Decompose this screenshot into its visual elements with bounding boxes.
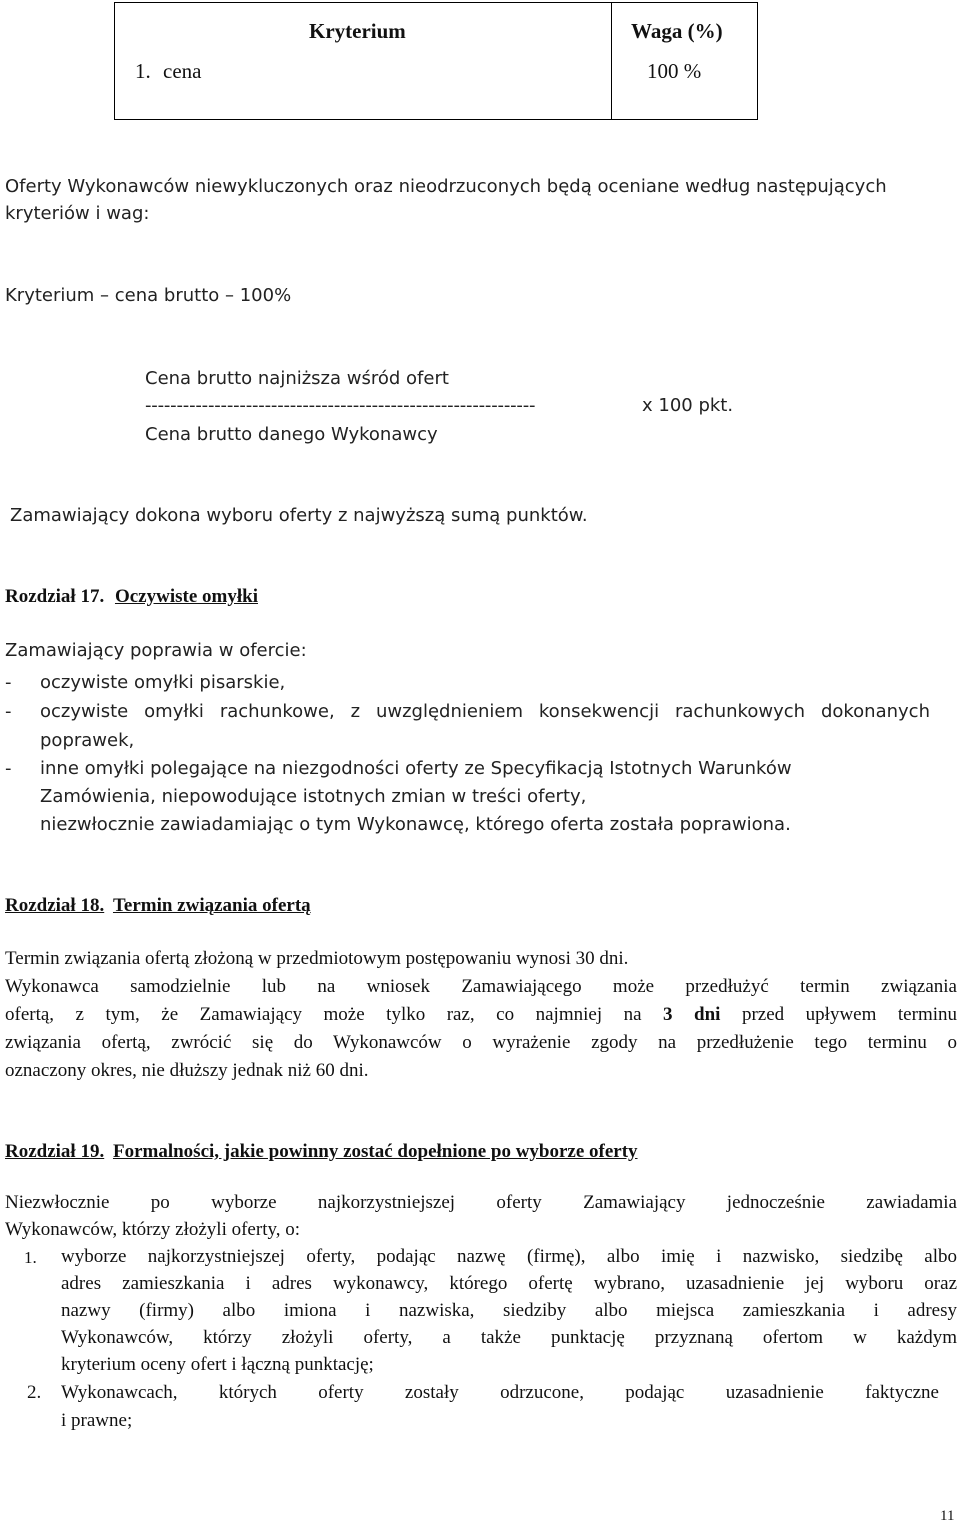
chapter-17-closing: niezwłocznie zawiadamiając o tym Wykonawcę, którego oferta została poprawiona. — [40, 814, 791, 835]
list-item: oczywiste omyłki rachunkowe, z uwzględnieniem konsekwencji rachunkowych dokonanych — [40, 701, 930, 722]
chapter-19-heading — [5, 1141, 638, 1163]
chapter-18-deadline-days: 3 dni — [663, 1004, 721, 1025]
chapter-18-line-3a: ofertą, z tym, że Zamawiający może tylko raz, co najmniej na — [5, 1004, 642, 1025]
chapter-19-intro-line-2: Wykonawców, którzy złożyli oferty, o: — [5, 1219, 301, 1240]
chapter-18-label: Rozdział 18. — [5, 895, 105, 916]
list-item: Wykonawcach, których oferty zostały odrzucone, podając uzasadnienie faktyczne — [61, 1382, 939, 1403]
list-item-marker: 2. — [27, 1382, 42, 1403]
table-row-index: 1. — [135, 59, 151, 83]
list-item-continuation: adres zamieszkania i adres wykonawcy, którego ofertę wybrano, uzasadnienie jej wyboru oraz — [61, 1273, 957, 1294]
list-item-continuation: i prawne; — [61, 1410, 133, 1431]
criteria-table — [114, 2, 758, 120]
formula-fraction-line: -------------------------------------------------------------- — [145, 395, 536, 416]
chapter-17-label: Rozdział 17. — [5, 586, 105, 607]
page-number: 11 — [940, 1508, 955, 1524]
chapter-18-line-2: Wykonawca samodzielnie lub na wniosek Zamawiającego może przedłużyć termin związania — [5, 976, 957, 997]
selection-note: Zamawiający dokona wyboru oferty z najwyższą sumą punktów. — [10, 505, 588, 526]
formula-multiplier: x 100 pkt. — [642, 395, 734, 416]
table-column-divider — [611, 3, 612, 119]
table-header-weight: Waga (%) — [631, 19, 723, 43]
criterion-line: Kryterium – cena brutto – 100% — [5, 285, 292, 306]
list-item-continuation: Zamówienia, niepowodujące istotnych zmian w treści oferty, — [40, 786, 587, 807]
chapter-19-intro-line-1: Niezwłocznie po wyborze najkorzystniejszej oferty Zamawiający jednocześnie zawiadamia — [5, 1192, 957, 1213]
chapter-19-label: Rozdział 19. — [5, 1141, 105, 1162]
list-item-continuation: kryterium oceny ofert i łączną punktację; — [61, 1354, 374, 1375]
chapter-18-line-5: oznaczony okres, nie dłuższy jednak niż 60 dni. — [5, 1060, 369, 1081]
chapter-17-heading — [5, 586, 258, 608]
list-item-marker: - — [5, 672, 12, 693]
list-item-continuation: poprawek, — [40, 730, 135, 751]
list-item: wyborze najkorzystniejszej oferty, podając nazwę (firmę), albo imię i nazwisko, siedzibę albo — [61, 1246, 957, 1267]
list-item-marker: - — [5, 701, 12, 722]
chapter-18-heading — [5, 895, 311, 917]
chapter-19-title: Formalności, jakie powinny zostać dopełnione po wyborze oferty — [112, 1141, 638, 1162]
table-row-weight: 100 % — [647, 59, 702, 83]
chapter-18-line-3b: przed upływem terminu — [741, 1004, 957, 1025]
chapter-17-intro: Zamawiający poprawia w ofercie: — [5, 640, 307, 661]
list-item-marker: - — [5, 758, 12, 779]
list-item-continuation: Wykonawców, którzy złożyli oferty, a także punktację przyznaną ofertom w każdym — [61, 1327, 957, 1348]
list-item: oczywiste omyłki pisarskie, — [40, 672, 286, 693]
intro-line-1: Oferty Wykonawców niewykluczonych oraz nieodrzuconych będą oceniane według następujących — [5, 176, 887, 197]
list-item: inne omyłki polegające na niezgodności oferty ze Specyfikacją Istotnych Warunków — [40, 758, 792, 779]
formula-denominator: Cena brutto danego Wykonawcy — [145, 424, 438, 445]
chapter-18-title: Termin związania ofertą — [112, 895, 311, 916]
list-item-marker: 1. — [24, 1248, 37, 1267]
chapter-18-line-3 — [5, 1004, 957, 1026]
chapter-18-line-4: związania ofertą, zwrócić się do Wykonawców o wyrażenie zgody na przedłużenie tego terminu o — [5, 1032, 957, 1053]
formula-numerator: Cena brutto najniższa wśród ofert — [145, 368, 449, 389]
intro-line-2: kryteriów i wag: — [5, 203, 150, 224]
chapter-18-line-1: Termin związania ofertą złożoną w przedmiotowym postępowaniu wynosi 30 dni. — [5, 948, 629, 969]
list-item-continuation: nazwy (firmy) albo imiona i nazwiska, siedziby albo miejsca zamieszkania i adresy — [61, 1300, 957, 1321]
table-row-criterion: cena — [163, 59, 202, 83]
table-header-criterion: Kryterium — [309, 19, 406, 43]
chapter-17-title: Oczywiste omyłki — [114, 586, 258, 607]
